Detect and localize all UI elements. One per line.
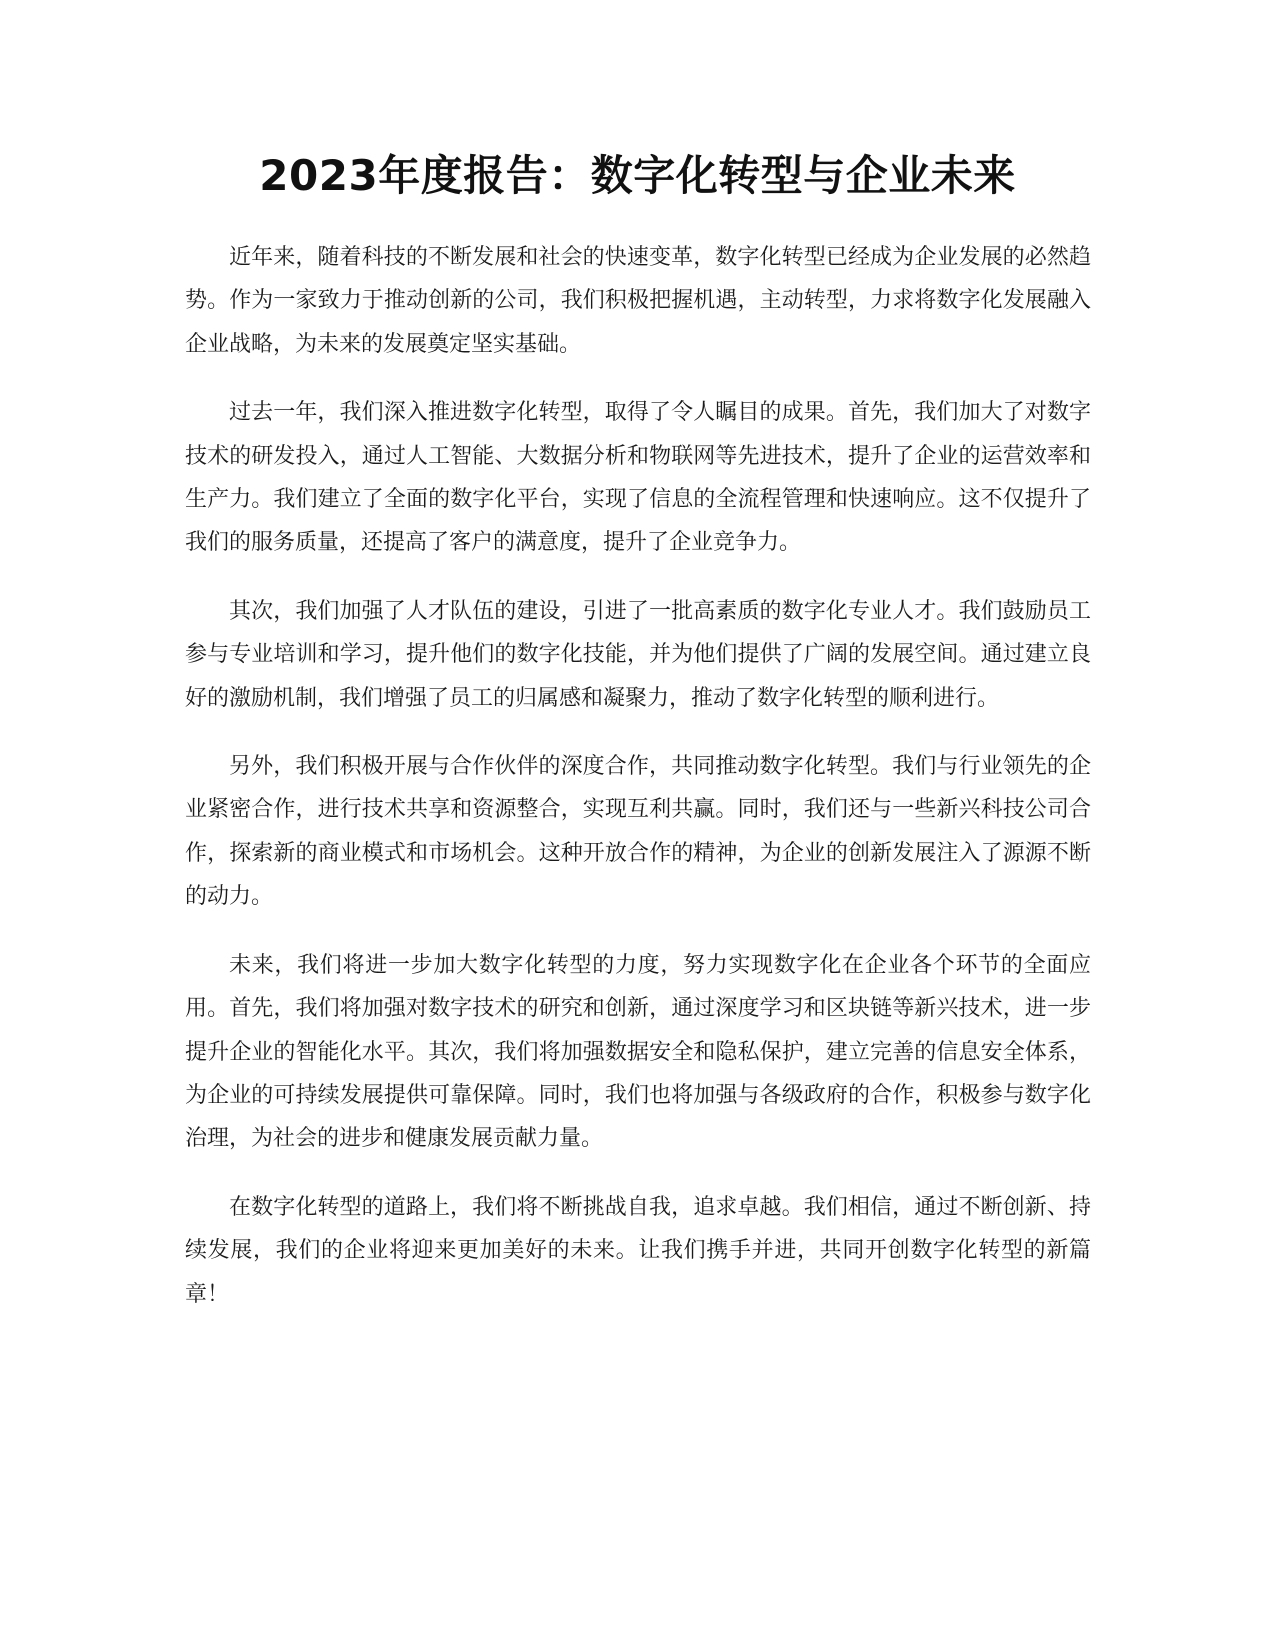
document-title: 2023年度报告：数字化转型与企业未来 xyxy=(259,151,1016,200)
paragraph-achievements: 过去一年，我们深入推进数字化转型，取得了令人瞩目的成果。首先，我们加大了对数字技术的研发投入，通过人工智能、大数据分析和物联网等先进技术，提升了企业的运营效率和生产力。我们建立了全面的数字化平台，实现了信息的全流程管理和快速响应。这不仅提升了我们的服务质量，还提高了客户的满意度，提升了企业竞争力。 xyxy=(185,400,1091,556)
paragraph-intro: 近年来，随着科技的不断发展和社会的快速变革，数字化转型已经成为企业发展的必然趋势。作为一家致力于推动创新的公司，我们积极把握机遇，主动转型，力求将数字化发展融入企业战略，为未来的发展奠定坚实基础。 xyxy=(185,245,1091,357)
paragraph-talent: 其次，我们加强了人才队伍的建设，引进了一批高素质的数字化专业人才。我们鼓励员工参与专业培训和学习，提升他们的数字化技能，并为他们提供了广阔的发展空间。通过建立良好的激励机制，我们增强了员工的归属感和凝聚力，推动了数字化转型的顺利进行。 xyxy=(185,598,1091,711)
document-body xyxy=(185,236,1091,1341)
paragraph-partnership: 另外，我们积极开展与合作伙伴的深度合作，共同推动数字化转型。我们与行业领先的企业紧密合作，进行技术共享和资源整合，实现互利共赢。同时，我们还与一些新兴科技公司合作，探索新的商业模式和市场机会。这种开放合作的精神，为企业的创新发展注入了源源不断的动力。 xyxy=(185,754,1091,910)
paragraph-future: 未来，我们将进一步加大数字化转型的力度，努力实现数字化在企业各个环节的全面应用。首先，我们将加强对数字技术的研究和创新，通过深度学习和区块链等新兴技术，进一步提升企业的智能化水平。其次，我们将加强数据安全和隐私保护，建立完善的信息安全体系，为企业的可持续发展提供可靠保障。同时，我们也将加强与各级政府的合作，积极参与数字化治理，为社会的进步和健康发展贡献力量。 xyxy=(185,952,1091,1152)
paragraph-conclusion: 在数字化转型的道路上，我们将不断挑战自我，追求卓越。我们相信，通过不断创新、持续发展，我们的企业将迎来更加美好的未来。让我们携手并进，共同开创数字化转型的新篇章！ xyxy=(185,1194,1091,1307)
